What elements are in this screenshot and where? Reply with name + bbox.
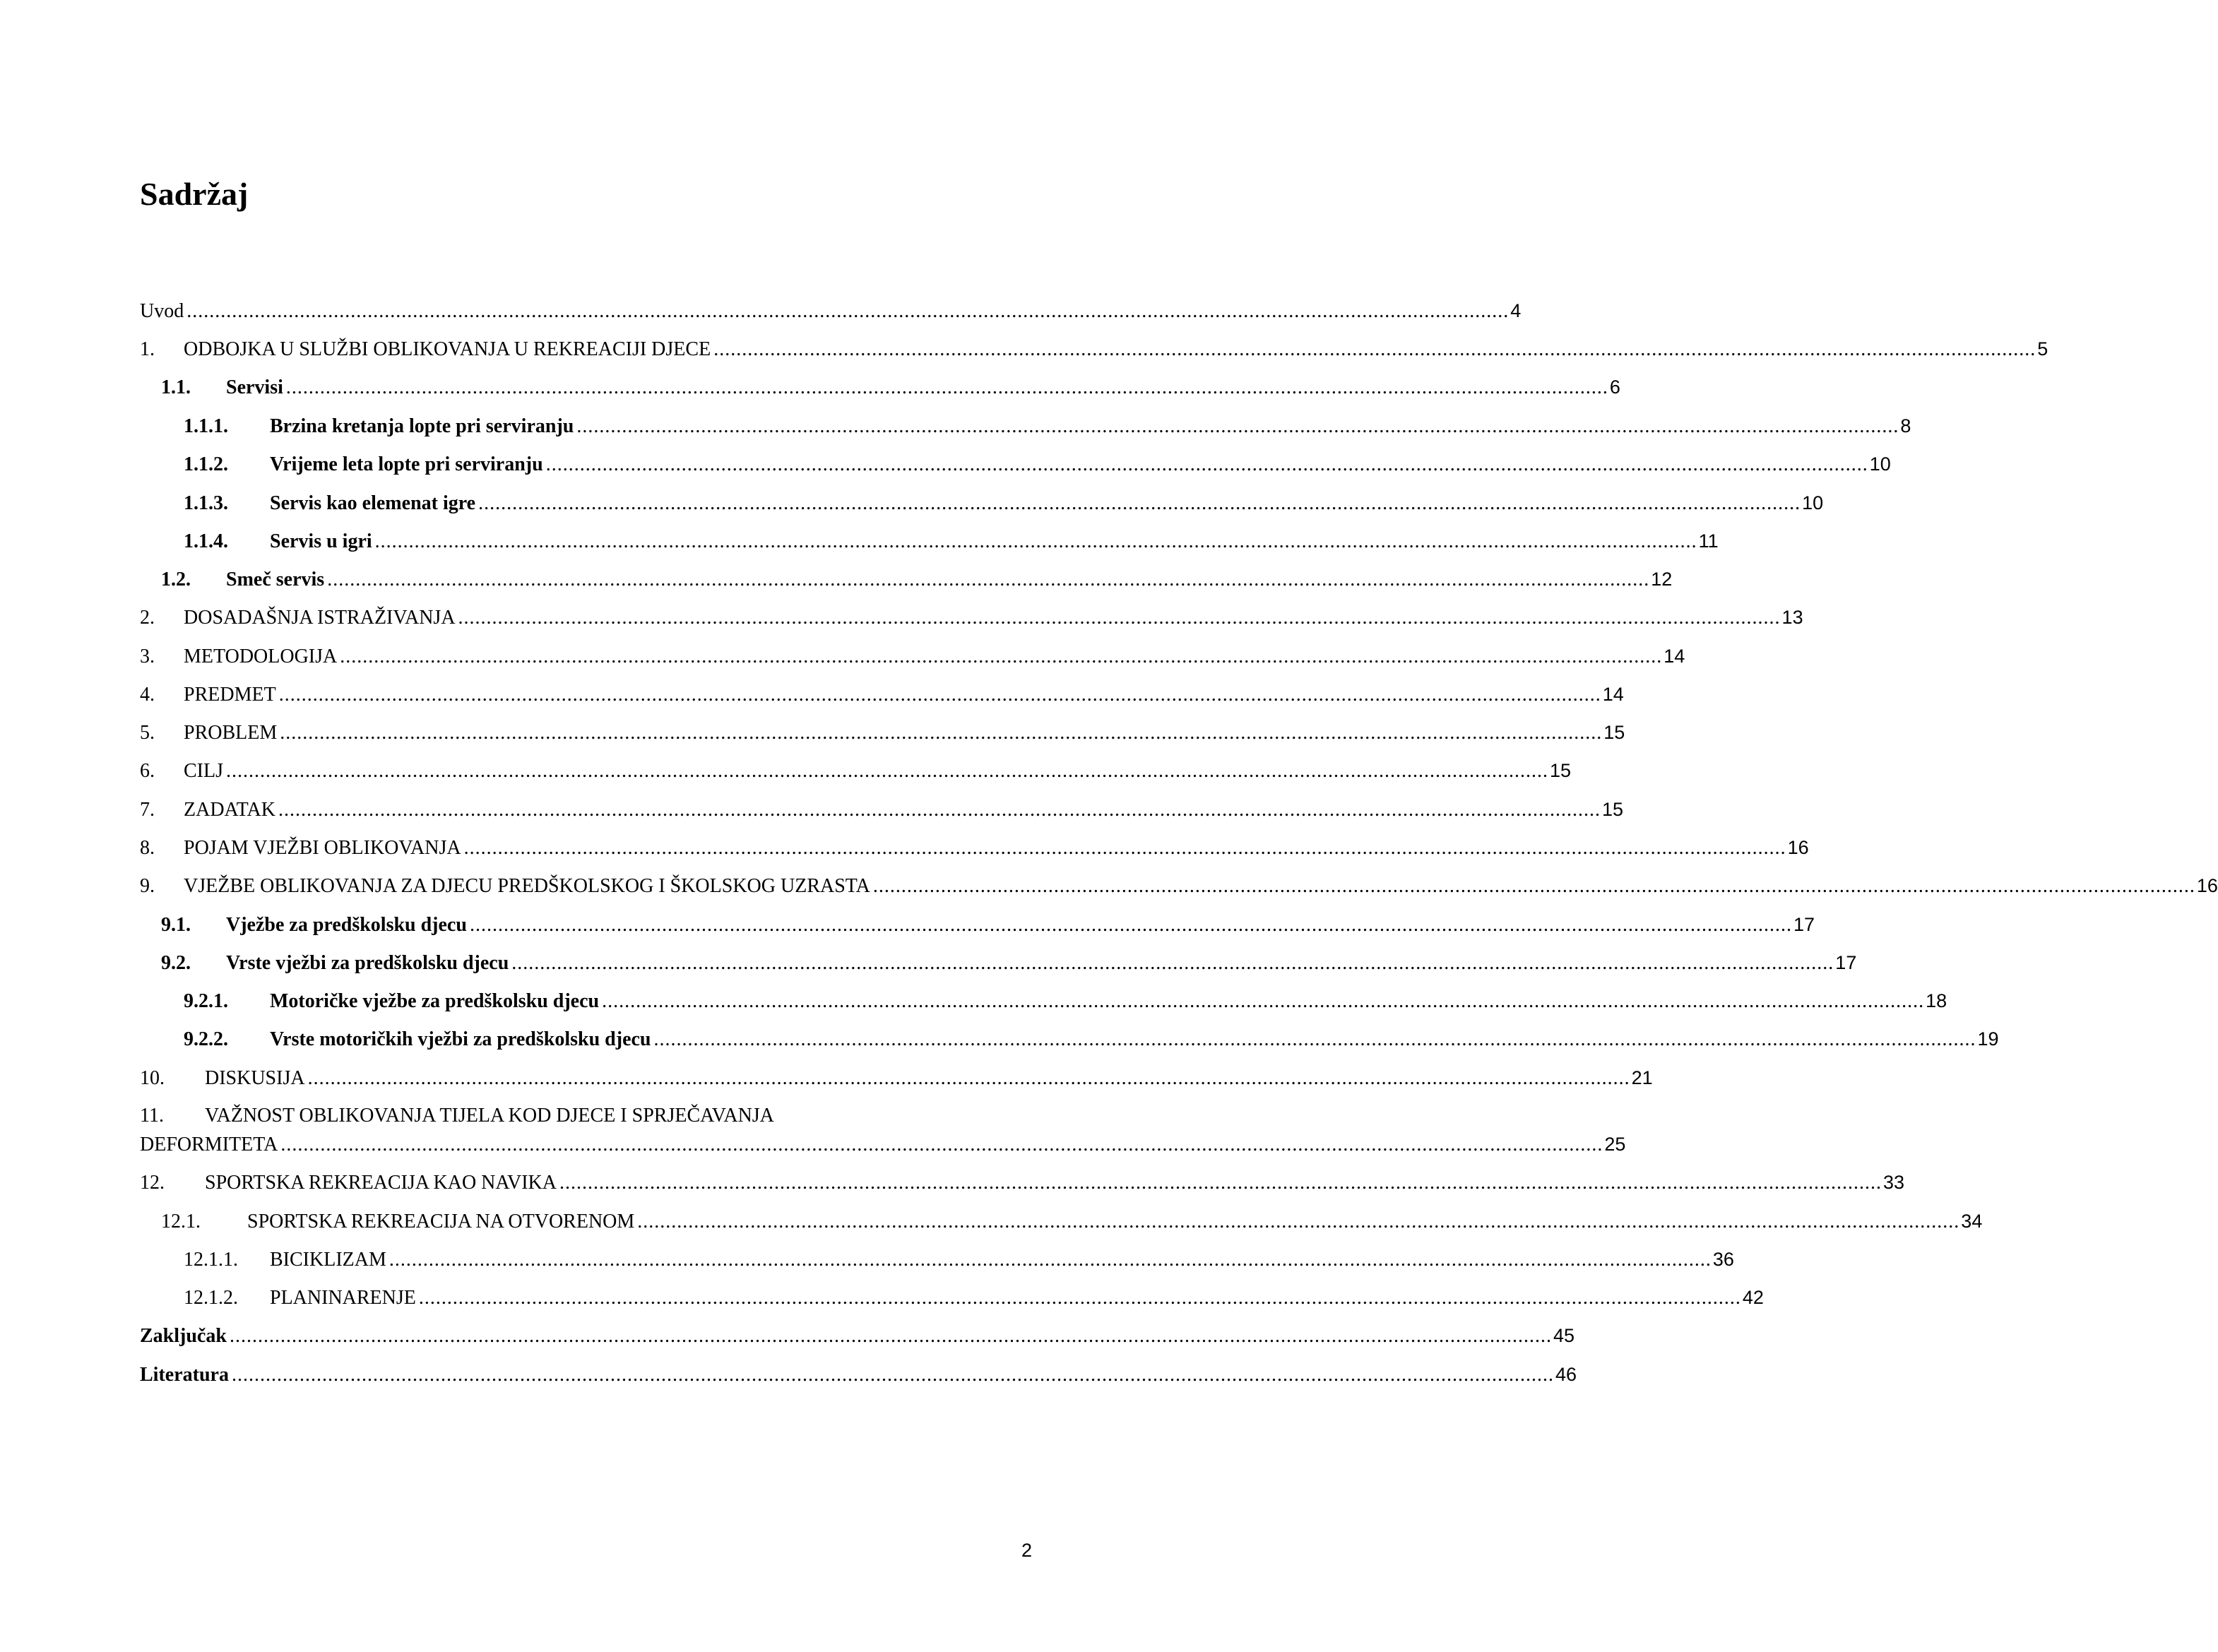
page-title: Sadržaj xyxy=(140,176,249,212)
dot-leader: .......................................................................................................................................................................................................................................... xyxy=(463,837,1786,859)
toc-entry-1-1-3[interactable] xyxy=(140,489,1824,517)
toc-entry-label: VAŽNOST OBLIKOVANJA TIJELA KOD DJECE I SPRJEČAVANJA xyxy=(205,1105,774,1127)
toc-entry-page: 12 xyxy=(1651,569,1673,590)
dot-leader: .......................................................................................................................................................................................................................................... xyxy=(231,1364,1554,1386)
toc-entry-1-1[interactable] xyxy=(140,373,1620,401)
toc-entry-12-1-1[interactable] xyxy=(140,1245,1734,1273)
toc-entry-label: DISKUSIJA xyxy=(205,1067,305,1089)
toc-entry-12[interactable] xyxy=(140,1168,1905,1196)
toc-entry-page: 4 xyxy=(1510,300,1522,321)
toc-entry-label: Vrijeme leta lopte pri serviranju xyxy=(270,453,543,475)
toc-entry-page: 8 xyxy=(1900,415,1911,436)
toc-entry-number: 8. xyxy=(140,837,155,859)
toc-entry-number: 1.1.2. xyxy=(184,453,228,475)
toc-entry-label: PROBLEM xyxy=(184,722,278,744)
toc-entry-page: 46 xyxy=(1555,1364,1577,1385)
toc-entry-label: VJEŽBE OBLIKOVANJA ZA DJECU PREDŠKOLSKOG I ŠKOLSKOG UZRASTA xyxy=(184,875,870,897)
toc-entry-9-2-1[interactable] xyxy=(140,987,1947,1015)
toc-entry-number: 3. xyxy=(140,646,155,667)
toc-entry-label-continued: DEFORMITETA xyxy=(140,1134,278,1155)
toc-entry-1-1-2[interactable] xyxy=(140,450,1891,478)
toc-entry-11[interactable] xyxy=(140,1130,1626,1158)
toc-entry-page: 17 xyxy=(1793,914,1815,935)
dot-leader: .......................................................................................................................................................................................................................................... xyxy=(478,492,1801,514)
dot-leader: .......................................................................................................................................................................................................................................... xyxy=(458,607,1781,629)
toc-entry-3[interactable] xyxy=(140,642,1685,670)
toc-entry-number: 12.1. xyxy=(161,1211,201,1232)
dot-leader: .......................................................................................................................................................................................................................................... xyxy=(576,415,1899,437)
dot-leader: .......................................................................................................................................................................................................................................... xyxy=(280,1134,1603,1155)
toc-entry-label: Vježbe za predškolsku djecu xyxy=(226,914,467,936)
dot-leader: .......................................................................................................................................................................................................................................... xyxy=(545,453,1868,475)
dot-leader: .......................................................................................................................................................................................................................................... xyxy=(226,760,1548,782)
toc-entry-1[interactable] xyxy=(140,335,2048,363)
toc-entry-page: 13 xyxy=(1781,607,1803,628)
toc-entry-10[interactable] xyxy=(140,1064,1653,1092)
toc-entry-page: 45 xyxy=(1553,1325,1574,1346)
toc-entry-page: 18 xyxy=(1926,990,1947,1011)
toc-entry-page: 42 xyxy=(1742,1287,1764,1308)
toc-entry-number: 9.2.1. xyxy=(184,990,228,1012)
toc-entry-number: 6. xyxy=(140,760,155,782)
toc-entry-6[interactable] xyxy=(140,756,1572,785)
dot-leader: .......................................................................................................................................................................................................................................... xyxy=(602,990,1925,1012)
toc-entry-11-line1[interactable] xyxy=(140,1102,1033,1130)
toc-entry-2[interactable] xyxy=(140,603,1803,631)
dot-leader: .......................................................................................................................................................................................................................................... xyxy=(872,875,2195,897)
toc-entry-page: 10 xyxy=(1802,492,1824,513)
toc-entry-9-1[interactable] xyxy=(140,910,1815,939)
toc-entry-page: 19 xyxy=(1977,1028,1999,1050)
dot-leader: .......................................................................................................................................................................................................................................... xyxy=(374,530,1697,552)
toc-entry-number: 12.1.2. xyxy=(184,1287,238,1309)
toc-entry-number: 1.2. xyxy=(161,569,191,590)
toc-entry-number: 4. xyxy=(140,684,155,706)
toc-entry-label: Literatura xyxy=(140,1364,229,1386)
dot-leader: .......................................................................................................................................................................................................................................... xyxy=(469,914,1792,936)
toc-entry-label: SPORTSKA REKREACIJA NA OTVORENOM xyxy=(247,1211,635,1232)
dot-leader: .......................................................................................................................................................................................................................................... xyxy=(307,1067,1630,1089)
toc-entry-page: 15 xyxy=(1601,799,1624,820)
toc-entry-label: Servis u igri xyxy=(270,530,372,552)
toc-entry-number: 1.1.4. xyxy=(184,530,228,552)
dot-leader: .......................................................................................................................................................................................................................................... xyxy=(511,952,1834,974)
toc-entry-page: 16 xyxy=(1787,837,1809,858)
toc-entry-5[interactable] xyxy=(140,718,1625,747)
toc-entry-label: Smeč servis xyxy=(226,569,325,590)
dot-leader: .......................................................................................................................................................................................................................................... xyxy=(280,722,1603,744)
dot-leader: .......................................................................................................................................................................................................................................... xyxy=(559,1172,1882,1194)
toc-entry-label: ODBOJKA U SLUŽBI OBLIKOVANJA U REKREACIJI DJECE xyxy=(184,338,711,360)
dot-leader: .......................................................................................................................................................................................................................................... xyxy=(713,338,2036,360)
toc-entry-number: 11. xyxy=(140,1105,164,1127)
toc-entry-number: 12. xyxy=(140,1172,165,1194)
dot-leader: .......................................................................................................................................................................................................................................... xyxy=(389,1249,1712,1271)
toc-entry-1-1-1[interactable] xyxy=(140,412,1911,440)
toc-entry-label: Servisi xyxy=(226,376,283,398)
toc-entry-uvod[interactable] xyxy=(140,297,1522,325)
toc-entry-number: 2. xyxy=(140,607,155,629)
toc-entry-9-2[interactable] xyxy=(140,949,1857,977)
dot-leader: .......................................................................................................................................................................................................................................... xyxy=(340,646,1663,667)
toc-entry-page: 14 xyxy=(1602,684,1624,705)
toc-entry-page: 21 xyxy=(1631,1067,1653,1088)
toc-entry-page: 5 xyxy=(2037,338,2048,359)
toc-entry-page: 34 xyxy=(1961,1211,1983,1232)
toc-entry-label: Uvod xyxy=(140,300,184,322)
page-number: 2 xyxy=(1021,1540,1033,1561)
dot-leader: .......................................................................................................................................................................................................................................... xyxy=(278,799,1601,821)
toc-entry-number: 9.2.2. xyxy=(184,1028,228,1050)
toc-entry-page: 15 xyxy=(1603,722,1625,743)
toc-entry-label: PLANINARENJE xyxy=(270,1287,416,1309)
toc-entry-9[interactable] xyxy=(140,872,2218,900)
toc-entry-page: 11 xyxy=(1698,530,1719,552)
toc-entry-page: 36 xyxy=(1712,1249,1734,1270)
toc-entry-number: 9.1. xyxy=(161,914,191,936)
toc-entry-label: Vrste vježbi za predškolsku djecu xyxy=(226,952,509,974)
toc-entry-label: Zaključak xyxy=(140,1325,227,1347)
dot-leader: .......................................................................................................................................................................................................................................... xyxy=(327,569,1650,590)
toc-entry-number: 1. xyxy=(140,338,155,360)
toc-entry-page: 15 xyxy=(1550,760,1572,781)
toc-entry-12-1-2[interactable] xyxy=(140,1283,1764,1312)
dot-leader: .......................................................................................................................................................................................................................................... xyxy=(637,1211,1960,1232)
toc-entry-number: 1.1.1. xyxy=(184,415,228,437)
toc-entry-1-2[interactable] xyxy=(140,565,1673,593)
toc-entry-number: 10. xyxy=(140,1067,165,1089)
toc-entry-literatura[interactable] xyxy=(140,1360,1577,1389)
toc-entry-label: POJAM VJEŽBI OBLIKOVANJA xyxy=(184,837,461,859)
toc-entry-label: CILJ xyxy=(184,760,223,782)
toc-entry-8[interactable] xyxy=(140,833,1809,862)
toc-entry-page: 10 xyxy=(1869,453,1891,475)
toc-entry-number: 7. xyxy=(140,799,155,821)
toc-entry-7[interactable] xyxy=(140,795,1624,824)
dot-leader: .......................................................................................................................................................................................................................................... xyxy=(285,376,1608,398)
toc-entry-label: Brzina kretanja lopte pri serviranju xyxy=(270,415,574,437)
toc-entry-number: 9. xyxy=(140,875,155,897)
toc-entry-9-2-2[interactable] xyxy=(140,1025,1999,1053)
dot-leader: .......................................................................................................................................................................................................................................... xyxy=(418,1287,1741,1309)
dot-leader: .......................................................................................................................................................................................................................................... xyxy=(229,1325,1552,1347)
toc-entry-page: 6 xyxy=(1609,376,1620,398)
toc-entry-zakljucak[interactable] xyxy=(140,1321,1574,1350)
toc-entry-label: BICIKLIZAM xyxy=(270,1249,386,1271)
toc-entry-label: ZADATAK xyxy=(184,799,275,821)
toc-entry-label: METODOLOGIJA xyxy=(184,646,338,667)
toc-entry-page: 25 xyxy=(1604,1134,1626,1155)
toc-entry-label: PREDMET xyxy=(184,684,276,706)
toc-entry-page: 16 xyxy=(2196,875,2218,896)
toc-entry-1-1-4[interactable] xyxy=(140,527,1719,555)
toc-entry-label: Servis kao elemenat igre xyxy=(270,492,476,514)
toc-entry-label: Motoričke vježbe za predškolsku djecu xyxy=(270,990,600,1012)
toc-entry-number: 5. xyxy=(140,722,155,744)
dot-leader: .......................................................................................................................................................................................................................................... xyxy=(278,684,1601,706)
toc-entry-12-1[interactable] xyxy=(140,1207,1983,1235)
toc-entry-number: 1.1. xyxy=(161,376,191,398)
toc-entry-page: 33 xyxy=(1882,1172,1905,1193)
toc-entry-number: 12.1.1. xyxy=(184,1249,238,1271)
dot-leader: .......................................................................................................................................................................................................................................... xyxy=(186,300,1510,322)
toc-entry-label: Vrste motoričkih vježbi za predškolsku djecu xyxy=(270,1028,651,1050)
toc-entry-page: 17 xyxy=(1835,952,1857,973)
toc-entry-4[interactable] xyxy=(140,680,1624,708)
toc-entry-number: 9.2. xyxy=(161,952,191,974)
dot-leader: .......................................................................................................................................................................................................................................... xyxy=(653,1028,1976,1050)
toc-entry-label: SPORTSKA REKREACIJA KAO NAVIKA xyxy=(205,1172,557,1194)
toc-entry-label: DOSADAŠNJA ISTRAŽIVANJA xyxy=(184,607,456,629)
toc-entry-page: 14 xyxy=(1664,646,1685,667)
toc-entry-number: 1.1.3. xyxy=(184,492,228,514)
